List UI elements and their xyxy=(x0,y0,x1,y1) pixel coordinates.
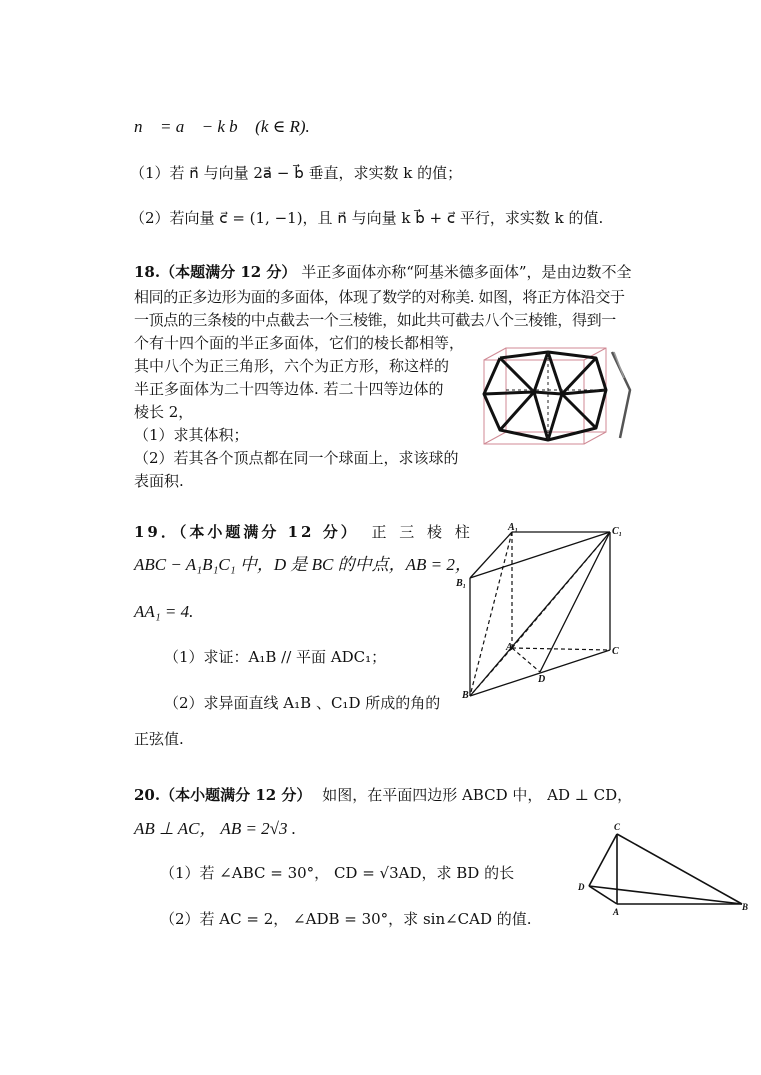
q19-line-1-tail: 正 三 棱 柱 xyxy=(371,523,474,541)
q18-line-3: 一顶点的三条棱的中点截去一个三棱锥，如此共可截去八个三棱锥，得到一 xyxy=(134,311,616,329)
q19-label-b1: B₁ xyxy=(456,578,467,589)
q19-part1: （1）求证：A₁B // 平面 ADC₁； xyxy=(164,648,387,666)
q20-line-1 xyxy=(134,788,632,803)
q19-prism-figure xyxy=(452,520,632,700)
q20-label-d: D xyxy=(578,882,585,892)
q19-line-1 xyxy=(134,525,474,540)
q19-line-3: AA₁ = 4. xyxy=(134,602,194,621)
q18-line-8: （1）求其体积； xyxy=(134,426,249,444)
q19-label-d: D xyxy=(538,674,546,685)
q17-vector-definition: n⃗ = a⃗ − k b⃗ (k ∈ R). xyxy=(134,117,310,136)
q19-heading: 19．（本小题满分 12 分） xyxy=(134,523,359,541)
q20-part1: （1）若 ∠ABC = 30°， CD = √3AD，求 BD 的长 xyxy=(160,864,515,882)
q20-heading: 20.（本小题满分 12 分） xyxy=(134,786,312,804)
q19-label-a1: A₁ xyxy=(508,522,519,533)
q19-label-c: C xyxy=(612,646,619,657)
q20-label-b: B xyxy=(742,902,749,912)
q18-line-6: 半正多面体为二十四等边体. 若二十四等边体的 xyxy=(134,380,444,398)
q17-part2: （2）若向量 c⃗ = (1, −1)，且 n⃗ 与向量 k b⃗ + c⃗ 平行，求实数 k 的值. xyxy=(130,209,604,227)
q18-side-fragment-figure xyxy=(610,350,634,442)
q19-line-2: ABC − A₁B₁C₁ 中，D 是 BC 的中点，AB = 2， xyxy=(134,555,472,574)
q18-line-7: 棱长 2， xyxy=(134,403,194,421)
q18-heading: 18.（本题满分 12 分） xyxy=(134,263,297,281)
q17-part1: （1）若 n⃗ 与向量 2a⃗ − b⃗ 垂直，求实数 k 的值； xyxy=(130,164,463,182)
q18-line-1-text: 半正多面体亦称“阿基米德多面体”，是由边数不全 xyxy=(301,263,632,281)
q20-quadrilateral-figure xyxy=(574,820,754,920)
q20-line-2: AB ⊥ AC， AB = 2√3 . xyxy=(134,819,297,838)
q18-line-1 xyxy=(134,265,632,280)
q20-label-a: A xyxy=(613,907,620,917)
q19-label-a: A xyxy=(506,642,513,653)
q18-line-9: （2）若其各个顶点都在同一个球面上，求该球的 xyxy=(134,449,459,467)
q19-label-b: B xyxy=(462,690,469,700)
q20-label-c: C xyxy=(614,822,621,832)
q19-label-c1: C₁ xyxy=(612,526,623,537)
q20-part2: （2）若 AC = 2， ∠ADB = 30°，求 sin∠CAD 的值. xyxy=(160,910,532,928)
q19-part2: （2）求异面直线 A₁B 、C₁D 所成的角的 xyxy=(164,694,441,712)
q18-line-2: 相同的正多边形为面的多面体，体现了数学的对称美. 如图，将正方体沿交于 xyxy=(134,288,625,306)
q18-line-10: 表面积. xyxy=(134,472,184,490)
q18-line-5: 其中八个为正三角形，六个为正方形，称这样的 xyxy=(134,357,450,375)
q19-part2-cont: 正弦值. xyxy=(134,730,184,748)
q20-line-1-tail: 如图，在平面四边形 ABCD 中， AD ⊥ CD， xyxy=(322,786,633,804)
q18-line-4: 个有十四个面的半正多面体，它们的棱长都相等， xyxy=(134,334,465,352)
